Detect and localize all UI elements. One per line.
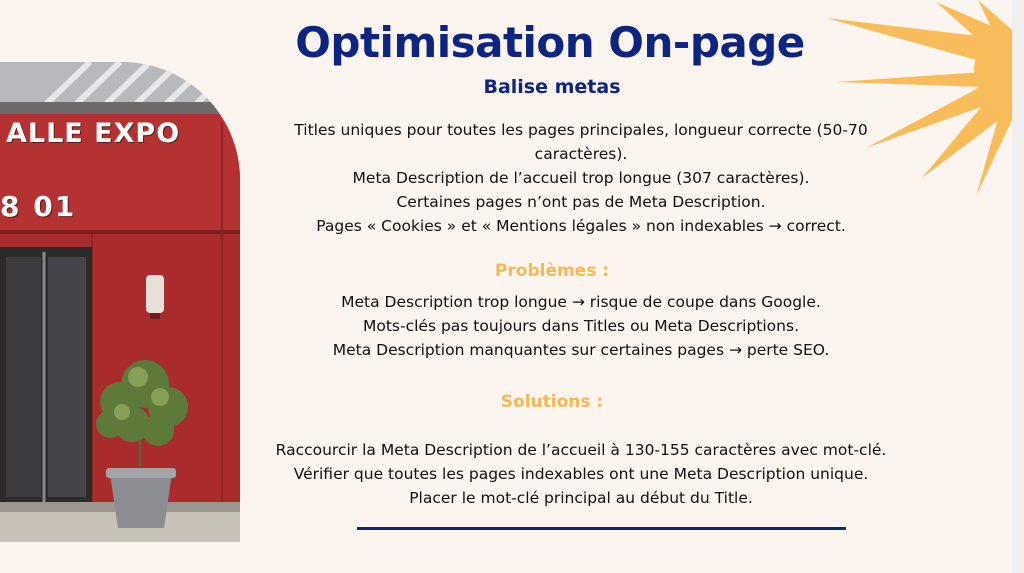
- underline-divider: [357, 527, 846, 530]
- intro-block: [250, 118, 912, 238]
- solution-line: Vérifier que toutes les pages indexables ont une Meta Description unique.: [293, 465, 869, 483]
- slide-title: Optimisation On-page: [295, 18, 805, 67]
- solutions-block: [250, 438, 912, 510]
- problems-heading: Problèmes :: [494, 261, 610, 281]
- intro-line: caractères).: [534, 145, 628, 163]
- solution-line: Raccourcir la Meta Description de l’accueil à 130-155 caractères avec mot-clé.: [275, 441, 887, 459]
- intro-line: Titles uniques pour toutes les pages principales, longueur correcte (50-70: [294, 121, 868, 139]
- problems-block: [250, 290, 912, 362]
- intro-line: Pages « Cookies » et « Mentions légales » non indexables → correct.: [316, 217, 846, 235]
- photo-sign-number: 8 01: [0, 190, 77, 223]
- solutions-heading: Solutions :: [500, 392, 604, 412]
- solution-line: Placer le mot-clé principal au début du Title.: [409, 489, 753, 507]
- problem-line: Mots-clés pas toujours dans Titles ou Meta Descriptions.: [363, 317, 799, 335]
- intro-line: Meta Description de l’accueil trop longue (307 caractères).: [352, 169, 810, 187]
- building-photo: [0, 62, 240, 542]
- problem-line: Meta Description manquantes sur certaines pages → perte SEO.: [332, 341, 830, 359]
- photo-sign-text: ALLE EXPO: [6, 118, 181, 149]
- intro-line: Certaines pages n’ont pas de Meta Description.: [396, 193, 766, 211]
- slide-subtitle: Balise metas: [483, 76, 621, 98]
- problem-line: Meta Description trop longue → risque de coupe dans Google.: [341, 293, 821, 311]
